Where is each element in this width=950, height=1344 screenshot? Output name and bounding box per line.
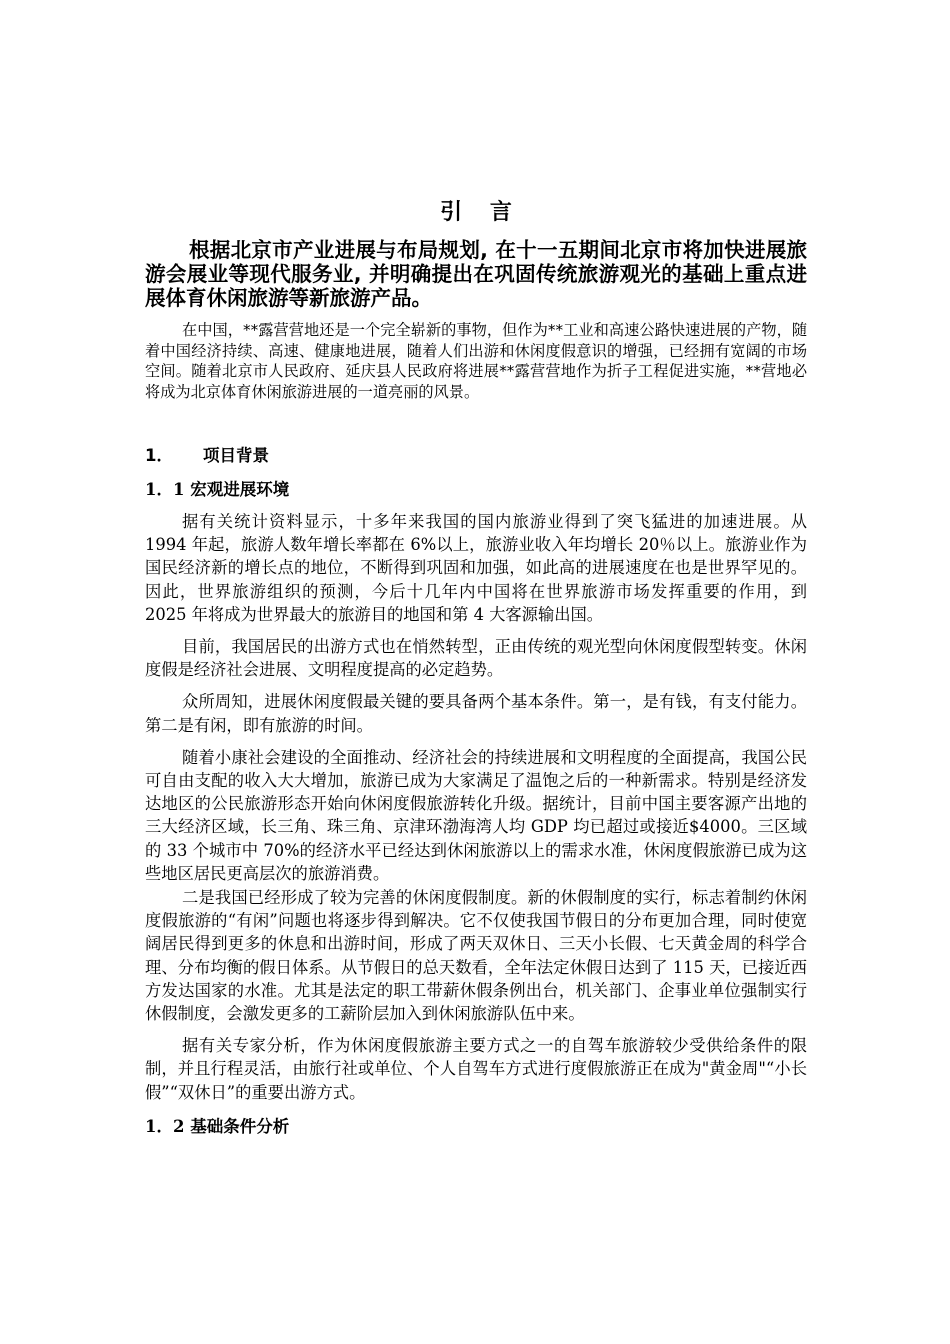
lead-paragraph: 根据北京市产业进展与布局规划, 在十一五期间北京市将加快进展旅游会展业等现代服务业, 并明确提出在巩固传统旅游观光的基础上重点进展体育休闲旅游等新旅游产品。 [145, 238, 807, 310]
body-paragraph: 据有关统计资料显示，十多年来我国的国内旅游业得到了突飞猛进的加速进展。从 1994 年起，旅游人数年增长率都在 6%以上，旅游业收入年均增长 20％以上。旅游业作为国民经济新的增长点的地位，不断得到巩固和加强，如此高的进展速度在也是世界罕见的。因此，世界旅游组织的预测，今后十几年内中国将在世界旅游市场发挥重要的作用，到 2025 年将成为世界最大的旅游目的地国和第 4 大客源输出国。 [145, 512, 807, 624]
body-paragraph: 二是我国已经形成了较为完善的休闲度假制度。新的休假制度的实行，标志着制约休闲度假旅游的“有闲”问题也将逐步得到解决。它不仅使我国节假日的分布更加合理，同时使宽阔居民得到更多的休息和出游时间，形成了两天双休日、三天小长假、七天黄金周的科学合理、分布均衡的假日体系。从节假日的总天数看，全年法定休假日达到了 115 天，已接近西方发达国家的水准。尤其是法定的职工带薪休假条例出台，机关部门、企事业单位强制实行休假制度，会激发更多的工薪阶层加入到休闲旅游队伍中来。 [145, 888, 807, 1024]
subsection-heading-macro-environment: 1．1 宏观进展环境 [145, 480, 290, 499]
document-page [145, 195, 807, 1147]
page-title: 引 言 [440, 200, 522, 225]
body-paragraph: 据有关专家分析，作为休闲度假旅游主要方式之一的自驾车旅游较少受供给条件的限制，并且行程灵活，由旅行社或单位、个人自驾车方式进行度假旅游正在成为"黄金周"“小长假”“双休日”的重要出游方式。 [145, 1036, 807, 1102]
intro-paragraph: 在中国，**露营营地还是一个完全崭新的事物，但作为**工业和高速公路快速进展的产物，随着中国经济持续、高速、健康地进展，随着人们出游和休闲度假意识的增强，已经拥有宽阔的市场空间。随着北京市人民政府、延庆县人民政府将进展**露营营地作为折子工程促进实施，**营地必将成为北京体育休闲旅游进展的一道亮丽的风景。 [145, 321, 807, 401]
body-paragraph: 随着小康社会建设的全面推动、经济社会的持续进展和文明程度的全面提高，我国公民可自由支配的收入大大增加，旅游已成为大家满足了温饱之后的一种新需求。特别是经济发达地区的公民旅游形态开始向休闲度假旅游转化升级。据统计，目前中国主要客源产出地的三大经济区域，长三角、珠三角、京津环渤海湾人均 GDP 均已超过或接近$4000。三区域的 33 个城市中 70%的经济水平已经达到休闲旅游以上的需求水准，休闲度假旅游已成为这些地区居民更高层次的旅游消费。 [145, 747, 807, 883]
body-paragraph: 目前，我国居民的出游方式也在悄然转型，正由传统的观光型向休闲度假型转变。休闲度假是经济社会进展、文明程度提高的必定趋势。 [145, 637, 807, 680]
section-number: 1． [145, 446, 173, 465]
section-title: 项目背景 [203, 446, 269, 465]
section-heading-project-background [145, 442, 807, 466]
subsection-heading-basic-conditions: 1．2 基础条件分析 [145, 1116, 290, 1136]
body-paragraph: 众所周知，进展休闲度假最关键的要具备两个基本条件。第一，是有钱，有支付能力。第二是有闲，即有旅游的时间。 [145, 692, 807, 735]
